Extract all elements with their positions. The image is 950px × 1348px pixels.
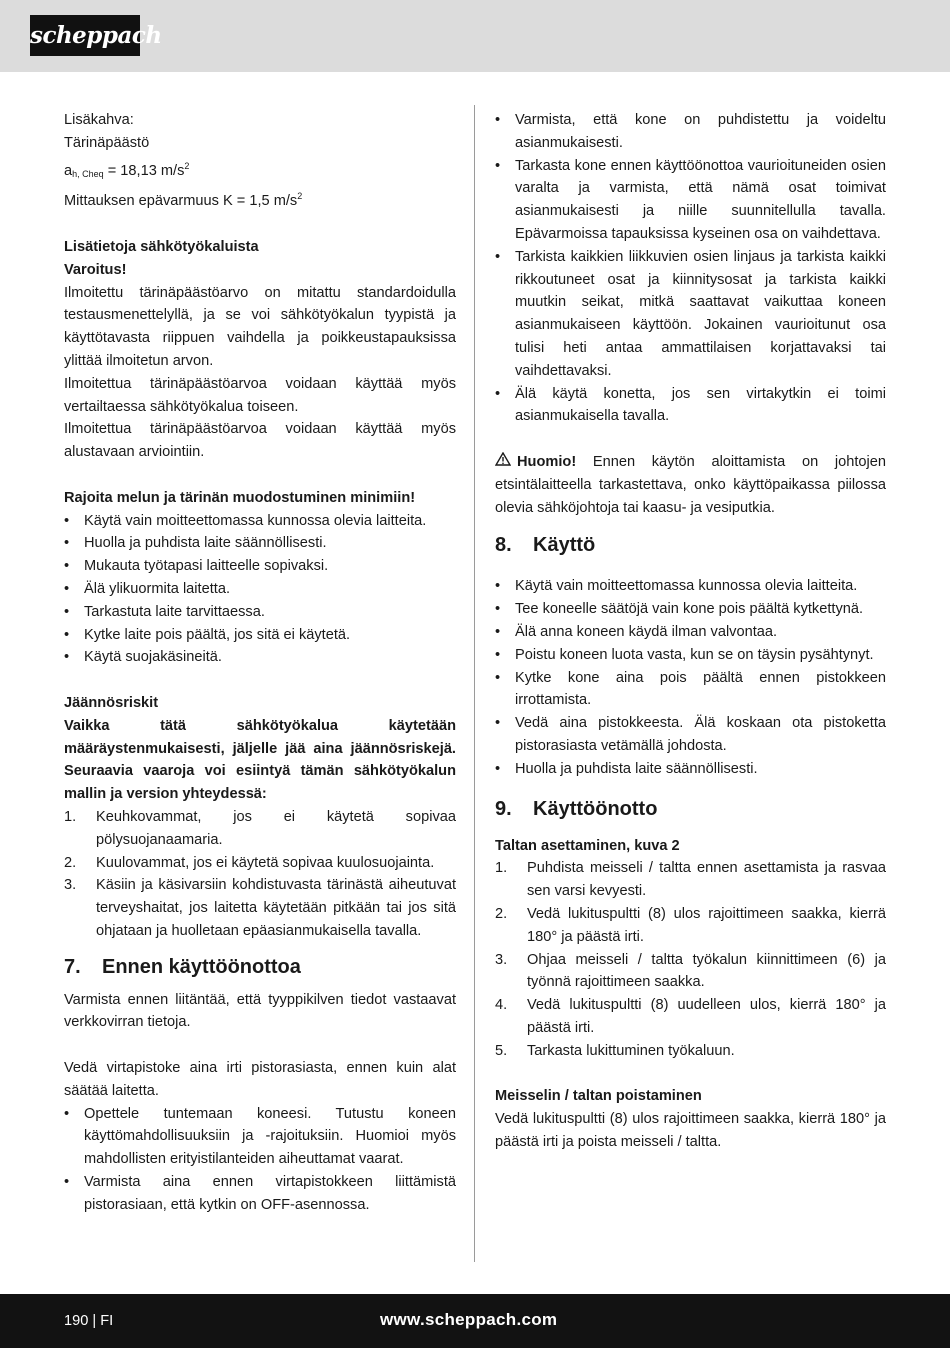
limit-item-text: Käytä suojakäsineitä. [84,649,222,666]
chisel-step-text: Vedä lukituspultti (8) ulos rajoittimeen saakka, kierrä 180° ja päästä irti. [527,905,886,945]
sec7-item-text: Opettele tuntemaan koneesi. Tutustu koneen käyttömahdollisuuksiin ja -rajoituksiin. Huomioi myös mahdollisten erityistilanteiden aiheuttamat vaarat. [84,1105,456,1168]
uncertainty-text: Mittauksen epävarmuus K = 1,5 m/s [64,193,298,210]
bullet-marker: • [64,580,70,597]
limit-list [64,510,456,670]
bullet-marker: • [64,649,70,666]
sec8-item [495,758,886,781]
limit-item [64,555,456,578]
chisel-step [495,857,886,903]
limit-item [64,646,456,669]
bullet-marker: • [495,157,501,174]
note-text: Ennen käytön aloittamista on johtojen etsintälaitteella tarkastettava, onko käyttöpaikassa piilossa olevia sähköjohtoja tai kaasu- ja vesiputkia. [495,453,886,516]
warning-triangle-icon [495,452,511,466]
limit-item-text: Mukauta työtapasi laitteelle sopivaksi. [84,558,329,575]
section-9-number: 9. [495,797,512,820]
sec8-item-text: Poistu koneen luota vasta, kun se on täysin pysähtynyt. [515,646,874,663]
residual-item-number: 1. [64,808,77,825]
warning-label: Varoitus! [64,261,127,278]
residual-item-number: 2. [64,854,77,871]
chisel-step-number: 1. [495,860,508,877]
bullet-marker: • [495,669,501,686]
sec8-item-text: Huolla ja puhdista laite säännöllisesti. [515,760,758,777]
residual-item [64,852,456,875]
chisel-step-number: 3. [495,951,508,968]
note-paragraph [495,451,886,519]
chisel-step-number: 4. [495,997,508,1014]
page-footer [0,1294,950,1348]
bullet-marker: • [64,558,70,575]
info-paragraph-1: Ilmoitettu tärinäpäästöarvo on mitattu standardoidulla testausmenettelyllä, ja se voi sähkötyökalun tyypistä ja käyttötavasta riippuen vaihdella ja poikkeustapauksissa ylittää ilmoitetun arvon. [64,284,456,369]
section-8-title: Käyttö [533,534,596,557]
chisel-steps-list [495,857,886,1062]
page-header [0,0,950,72]
residual-item [64,806,456,852]
chisel-heading: Taltan asettaminen, kuva 2 [495,837,680,854]
vibration-title: Lisäkahva: [64,112,134,128]
sec7-item [495,109,886,155]
residual-item-text: Kuulovammat, jos ei käytetä sopivaa kuulosuojainta. [96,854,435,871]
bullet-marker: • [495,623,501,640]
bullet-marker: • [495,112,501,128]
sec7-item-text: Tarkasta kone ennen käyttöönottoa vaurioituneiden osien varalta ja varmista, että nämä osat toimivat asianmukaisesti ja niille suunnitellulla tavalla. Epävarmoissa tapauksissa kyseinen osa on vaihdettava. [515,157,886,242]
bullet-marker: • [64,1105,70,1122]
website-url[interactable]: www.scheppach.com [380,1310,558,1329]
scheppach-logo: scheppach [30,15,140,56]
sec8-item-text: Kytke kone aina pois päältä ennen pistokkeen irrottamista. [515,669,886,709]
bullet-marker: • [64,603,70,620]
bullet-marker: • [495,248,501,265]
residual-heading: Jäännösriskit [64,694,159,711]
chisel-step-text: Vedä lukituspultti (8) uudelleen ulos, kierrä 180° ja päästä irti. [527,997,886,1036]
bullet-marker: • [495,646,501,663]
sec8-item [495,621,886,644]
page-number: 190 | FI [64,1313,114,1329]
limit-item-text: Kytke laite pois päältä, jos sitä ei käytetä. [84,626,351,643]
chisel-step-text: Ohjaa meisseli / taltta työkalun kiinnittimeen (6) ja työnnä rajoittimeen saakka. [527,951,886,991]
bullet-marker: • [64,512,70,529]
vibration-value [64,155,456,186]
residual-item-text: Käsiin ja käsivarsiin kohdistuvasta tärinästä aiheutuvat terveyshaitat, jos laitetta käytetään pitkään tai jos sitä ohjataan ja huolletaan epäasianmukaisella tavalla. [96,877,456,939]
sec7-list [64,1103,456,1217]
vibration-symbol: a [64,162,73,179]
limit-heading: Rajoita melun ja tärinän muodostuminen minimiin! [64,489,416,506]
vibration-label: Tärinäpäästö [64,134,150,151]
section-9-title: Käyttöönotto [533,797,658,820]
chisel-step-text: Tarkasta lukittuminen työkaluun. [527,1042,735,1059]
limit-item [64,601,456,624]
sec7-item [64,1171,456,1217]
info-heading: Lisätietoja sähkötyökaluista [64,238,259,255]
sec8-item [495,712,886,758]
info-paragraph-2: Ilmoitettua tärinäpäästöarvoa voidaan käyttää myös vertailtaessa sähkötyökalua toiseen. [64,375,456,415]
vibration-unit-exponent: 2 [184,160,190,171]
sec7-continued-list [495,109,886,428]
chisel-step-text: Puhdista meisseli / taltta ennen asettamista ja rasvaa sen varsi kevyesti. [527,860,886,900]
sec8-item [495,598,886,621]
chisel-step-number: 2. [495,905,508,922]
residual-intro: Vaikka tätä sähkötyökalua käytetään määräystenmukaisesti, jäljelle jää aina jäännösriskejä. Seuraavia vaaroja voi esiintyä tämän sähkötyökalun mallin ja version yhteydessä: [64,717,456,803]
right-column [495,109,886,1154]
bullet-marker: • [495,385,501,402]
sec7-item [64,1103,456,1171]
column-divider [474,105,475,1262]
sec7-item-text: Varmista, että kone on puhdistettu ja voideltu asianmukaisesti. [515,112,886,151]
chisel-step [495,1040,886,1063]
bullet-marker: • [495,578,501,595]
sec7-item [495,155,886,246]
sec8-item [495,575,886,598]
vibration-subscript: h, Cheq [72,168,104,179]
bullet-marker: • [495,715,501,732]
sec8-item-text: Älä anna koneen käydä ilman valvontaa. [515,623,778,640]
section-8-heading [495,533,886,557]
residual-item [64,874,456,942]
sec7-item [495,383,886,429]
section-9-heading [495,797,886,821]
info-paragraph-3: Ilmoitettua tärinäpäästöarvoa voidaan käyttää myös alustavaan arviointiin. [64,421,456,461]
uncertainty-exponent: 2 [297,191,303,202]
bullet-marker: • [64,535,70,552]
note-label: Huomio! [517,453,577,470]
residual-item-number: 3. [64,877,77,894]
residual-list [64,806,456,943]
limit-item-text: Tarkastuta laite tarvittaessa. [84,603,265,620]
remove-text: Vedä lukituspultti (8) ulos rajoittimeen saakka, kierrä 180° ja päästä irti ja poista meisseli / taltta. [495,1111,886,1150]
sec7-paragraph-2: Vedä virtapistoke aina irti pistorasiasta, ennen kuin alat säätää laitetta. [64,1060,456,1099]
sec8-item [495,667,886,713]
sec7-paragraph-1: Varmista ennen liitäntää, että tyyppikilven tiedot vastaavat verkkovirran tietoja. [64,991,456,1031]
left-column [64,109,456,1217]
section-7-heading [64,955,456,979]
limit-item-text: Käytä vain moitteettomassa kunnossa olevia laitteita. [84,512,427,529]
sec8-item-text: Käytä vain moitteettomassa kunnossa olevia laitteita. [515,578,858,595]
chisel-step [495,994,886,1040]
sec7-item-text: Tarkista kaikkien liikkuvien osien linjaus ja tarkista kaikki rikkoutuneet osat ja kiinnitysosat ja tarkista kaikki muutkin seikat, mitkä saattavat vaikuttaa koneen asianmukaiseen käyttöön. Jokainen vaurioitunut osa tulisi heti antaa ammattilaisen korjattavaksi tai vaihdettavaksi. [515,248,886,379]
sec8-item-text: Tee koneelle säätöjä vain kone pois päältä kytkettynä. [515,601,864,618]
chisel-step-number: 5. [495,1042,508,1059]
sec8-item [495,644,886,667]
bullet-marker: • [495,601,501,618]
limit-item [64,532,456,555]
chisel-step [495,949,886,995]
limit-item [64,510,456,533]
bullet-marker: • [64,626,70,643]
limit-item-text: Huolla ja puhdista laite säännöllisesti. [84,535,327,552]
limit-item [64,578,456,601]
remove-heading: Meisselin / taltan poistaminen [495,1088,702,1105]
sec7-item-text: Varmista aina ennen virtapistokkeen liittämistä pistorasiaan, että kytkin on OFF-asennossa. [84,1174,456,1213]
residual-item-text: Keuhkovammat, jos ei käytetä sopivaa pölysuojanaamaria. [96,808,456,848]
sec8-list [495,575,886,780]
limit-item-text: Älä ylikuormita laitetta. [84,580,230,597]
bullet-marker: • [64,1174,70,1191]
chisel-step [495,903,886,949]
sec7-item [495,246,886,383]
bullet-marker: • [495,760,501,777]
vibration-number: = 18,13 m/s [103,162,185,179]
section-7-number: 7. [64,955,81,978]
section-7-title: Ennen käyttöönottoa [102,955,301,978]
limit-item [64,624,456,647]
section-8-number: 8. [495,534,512,557]
sec7-item-text: Älä käytä konetta, jos sen virtakytkin ei toimi asianmukaisella tavalla. [515,385,886,425]
sec8-item-text: Vedä aina pistokkeesta. Älä koskaan ota pistoketta pistorasiasta vetämällä johdosta. [515,715,886,754]
measurement-uncertainty [64,185,456,213]
